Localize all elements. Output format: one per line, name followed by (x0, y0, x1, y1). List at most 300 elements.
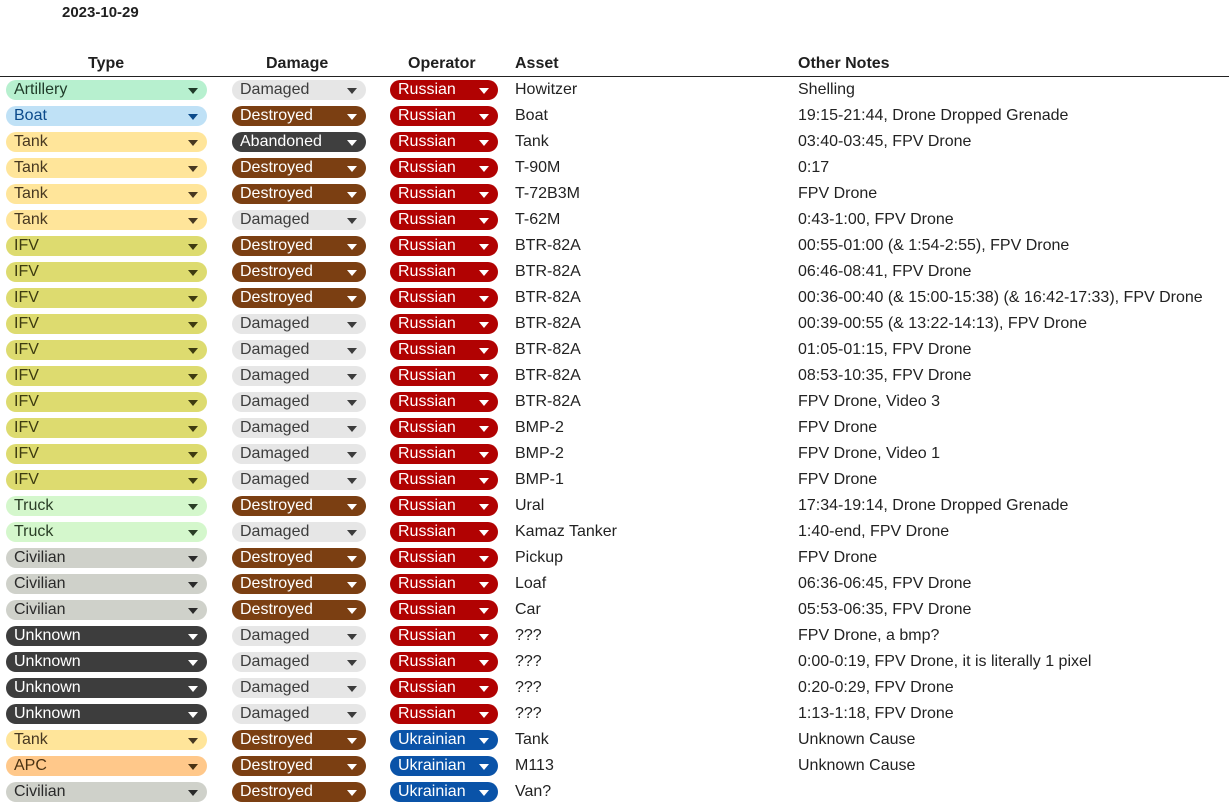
operator-dropdown[interactable] (390, 106, 498, 126)
dropdown-caret-icon (347, 296, 357, 302)
table-row (0, 363, 1229, 389)
dropdown-caret-icon (347, 738, 357, 744)
operator-dropdown[interactable] (390, 522, 498, 542)
damage-dropdown[interactable] (232, 158, 366, 178)
operator-dropdown-label: Russian (398, 627, 456, 644)
damage-dropdown[interactable] (232, 496, 366, 516)
dropdown-caret-icon (347, 478, 357, 484)
operator-dropdown-label: Ukrainian (398, 783, 466, 800)
notes-cell[interactable]: 1:13-1:18, FPV Drone (798, 705, 954, 722)
operator-dropdown[interactable] (390, 184, 498, 204)
asset-cell[interactable]: T-62M (515, 211, 561, 228)
asset-cell[interactable]: Car (515, 601, 541, 618)
operator-dropdown-label: Russian (398, 575, 456, 592)
operator-dropdown[interactable] (390, 444, 498, 464)
dropdown-caret-icon (479, 374, 489, 380)
damage-dropdown[interactable] (232, 522, 366, 542)
asset-cell[interactable]: T-90M (515, 159, 561, 176)
type-dropdown-label: Civilian (14, 575, 66, 592)
type-dropdown[interactable] (6, 314, 207, 334)
dropdown-caret-icon (479, 348, 489, 354)
column-header-asset[interactable]: Asset (515, 55, 559, 72)
notes-cell[interactable]: 00:55-01:00 (& 1:54-2:55), FPV Drone (798, 237, 1070, 254)
damage-dropdown-label: Damaged (240, 211, 310, 228)
operator-dropdown[interactable] (390, 756, 498, 776)
notes-cell[interactable]: 06:36-06:45, FPV Drone (798, 575, 972, 592)
damage-dropdown[interactable] (232, 704, 366, 724)
operator-dropdown-label: Russian (398, 263, 456, 280)
type-dropdown-label: Civilian (14, 783, 66, 800)
dropdown-caret-icon (479, 88, 489, 94)
notes-cell[interactable]: 08:53-10:35, FPV Drone (798, 367, 972, 384)
column-header-operator[interactable]: Operator (408, 55, 476, 72)
asset-cell[interactable]: BTR-82A (515, 315, 581, 332)
type-dropdown-label: IFV (14, 289, 39, 306)
table-row (0, 103, 1229, 129)
dropdown-caret-icon (347, 140, 357, 146)
asset-cell[interactable]: Boat (515, 107, 548, 124)
damage-dropdown[interactable] (232, 210, 366, 230)
type-dropdown-label: Civilian (14, 549, 66, 566)
type-dropdown-label: IFV (14, 471, 39, 488)
damage-dropdown[interactable] (232, 652, 366, 672)
dropdown-caret-icon (188, 530, 198, 536)
table-row (0, 597, 1229, 623)
asset-cell[interactable]: BMP-1 (515, 471, 564, 488)
dropdown-caret-icon (479, 634, 489, 640)
damage-dropdown-label: Destroyed (240, 185, 313, 202)
operator-dropdown-label: Russian (398, 341, 456, 358)
damage-dropdown-label: Destroyed (240, 731, 313, 748)
type-dropdown[interactable] (6, 132, 207, 152)
notes-cell[interactable]: 0:00-0:19, FPV Drone, it is literally 1 pixel (798, 653, 1092, 670)
asset-cell[interactable]: ??? (515, 653, 542, 670)
operator-dropdown[interactable] (390, 236, 498, 256)
dropdown-caret-icon (347, 634, 357, 640)
dropdown-caret-icon (479, 504, 489, 510)
type-dropdown[interactable] (6, 730, 207, 750)
dropdown-caret-icon (479, 582, 489, 588)
operator-dropdown[interactable] (390, 418, 498, 438)
notes-cell[interactable]: FPV Drone, Video 3 (798, 393, 941, 410)
notes-cell[interactable]: 00:36-00:40 (& 15:00-15:38) (& 16:42-17:33), FPV Drone (798, 289, 1203, 306)
dropdown-caret-icon (188, 712, 198, 718)
type-dropdown-label: Tank (14, 133, 48, 150)
type-dropdown-label: Truck (14, 497, 54, 514)
operator-dropdown[interactable] (390, 262, 498, 282)
damage-dropdown-label: Damaged (240, 367, 310, 384)
asset-cell[interactable]: Tank (515, 133, 549, 150)
dropdown-caret-icon (479, 218, 489, 224)
dropdown-caret-icon (188, 244, 198, 250)
type-dropdown-label: Artillery (14, 81, 68, 98)
table-row (0, 181, 1229, 207)
dropdown-caret-icon (347, 764, 357, 770)
notes-cell[interactable]: 0:43-1:00, FPV Drone (798, 211, 954, 228)
operator-dropdown[interactable] (390, 132, 498, 152)
asset-cell[interactable]: BTR-82A (515, 263, 581, 280)
asset-cell[interactable]: BTR-82A (515, 393, 581, 410)
type-dropdown[interactable] (6, 522, 207, 542)
notes-cell[interactable]: 0:17 (798, 159, 830, 176)
table-row (0, 285, 1229, 311)
damage-dropdown-label: Destroyed (240, 237, 313, 254)
operator-dropdown[interactable] (390, 366, 498, 386)
type-dropdown-label: Civilian (14, 601, 66, 618)
dropdown-caret-icon (347, 348, 357, 354)
damage-dropdown[interactable] (232, 548, 366, 568)
operator-dropdown[interactable] (390, 470, 498, 490)
table-row (0, 259, 1229, 285)
asset-cell[interactable]: BMP-2 (515, 419, 564, 436)
type-dropdown[interactable] (6, 756, 207, 776)
damage-dropdown[interactable] (232, 236, 366, 256)
dropdown-caret-icon (479, 478, 489, 484)
type-dropdown[interactable] (6, 652, 207, 672)
damage-dropdown-label: Destroyed (240, 497, 313, 514)
operator-dropdown-label: Russian (398, 133, 456, 150)
damage-dropdown[interactable] (232, 132, 366, 152)
operator-dropdown-label: Russian (398, 237, 456, 254)
damage-dropdown[interactable] (232, 756, 366, 776)
asset-cell[interactable]: Tank (515, 731, 549, 748)
type-dropdown[interactable] (6, 496, 207, 516)
operator-dropdown[interactable] (390, 574, 498, 594)
table-row (0, 675, 1229, 701)
dropdown-caret-icon (347, 192, 357, 198)
type-dropdown-label: Boat (14, 107, 47, 124)
damage-dropdown[interactable] (232, 470, 366, 490)
dropdown-caret-icon (479, 400, 489, 406)
asset-cell[interactable]: ??? (515, 705, 542, 722)
type-dropdown[interactable] (6, 470, 207, 490)
damage-dropdown-label: Damaged (240, 445, 310, 462)
notes-cell[interactable]: 1:40-end, FPV Drone (798, 523, 950, 540)
table-row (0, 207, 1229, 233)
dropdown-caret-icon (188, 764, 198, 770)
asset-cell[interactable]: Van? (515, 783, 552, 800)
asset-cell[interactable]: Kamaz Tanker (515, 523, 617, 540)
dropdown-caret-icon (188, 504, 198, 510)
notes-cell[interactable]: FPV Drone (798, 419, 878, 436)
dropdown-caret-icon (188, 452, 198, 458)
operator-dropdown-label: Russian (398, 419, 456, 436)
notes-cell[interactable]: 17:34-19:14, Drone Dropped Grenade (798, 497, 1069, 514)
type-dropdown[interactable] (6, 444, 207, 464)
asset-cell[interactable]: BTR-82A (515, 237, 581, 254)
type-dropdown[interactable] (6, 392, 207, 412)
type-dropdown[interactable] (6, 366, 207, 386)
type-dropdown[interactable] (6, 782, 207, 802)
asset-cell[interactable]: Loaf (515, 575, 547, 592)
dropdown-caret-icon (347, 660, 357, 666)
table-row (0, 545, 1229, 571)
dropdown-caret-icon (479, 452, 489, 458)
operator-dropdown-label: Russian (398, 679, 456, 696)
damage-dropdown-label: Destroyed (240, 575, 313, 592)
notes-cell[interactable]: FPV Drone, Video 1 (798, 445, 941, 462)
operator-dropdown[interactable] (390, 678, 498, 698)
dropdown-caret-icon (347, 426, 357, 432)
dropdown-caret-icon (479, 296, 489, 302)
dropdown-caret-icon (188, 218, 198, 224)
type-dropdown[interactable] (6, 626, 207, 646)
asset-cell[interactable]: BTR-82A (515, 367, 581, 384)
damage-dropdown-label: Damaged (240, 679, 310, 696)
operator-dropdown[interactable] (390, 704, 498, 724)
notes-cell[interactable]: Unknown Cause (798, 757, 916, 774)
type-dropdown-label: Truck (14, 523, 54, 540)
type-dropdown[interactable] (6, 340, 207, 360)
dropdown-caret-icon (188, 322, 198, 328)
damage-dropdown[interactable] (232, 262, 366, 282)
table-row (0, 337, 1229, 363)
operator-dropdown-label: Russian (398, 445, 456, 462)
type-dropdown[interactable] (6, 418, 207, 438)
type-dropdown[interactable] (6, 288, 207, 308)
damage-dropdown-label: Damaged (240, 471, 310, 488)
operator-dropdown-label: Russian (398, 601, 456, 618)
table-row (0, 441, 1229, 467)
damage-dropdown[interactable] (232, 418, 366, 438)
operator-dropdown-label: Russian (398, 315, 456, 332)
damage-dropdown-label: Damaged (240, 393, 310, 410)
type-dropdown[interactable] (6, 574, 207, 594)
notes-cell[interactable]: 19:15-21:44, Drone Dropped Grenade (798, 107, 1069, 124)
operator-dropdown[interactable] (390, 80, 498, 100)
dropdown-caret-icon (479, 686, 489, 692)
operator-dropdown[interactable] (390, 626, 498, 646)
dropdown-caret-icon (479, 322, 489, 328)
damage-dropdown[interactable] (232, 288, 366, 308)
operator-dropdown[interactable] (390, 158, 498, 178)
dropdown-caret-icon (347, 88, 357, 94)
dropdown-caret-icon (188, 686, 198, 692)
type-dropdown[interactable] (6, 80, 207, 100)
type-dropdown-label: IFV (14, 237, 39, 254)
dropdown-caret-icon (188, 140, 198, 146)
damage-dropdown[interactable] (232, 106, 366, 126)
damage-dropdown-label: Destroyed (240, 159, 313, 176)
damage-dropdown-label: Destroyed (240, 783, 313, 800)
dropdown-caret-icon (188, 348, 198, 354)
type-dropdown[interactable] (6, 106, 207, 126)
operator-dropdown[interactable] (390, 392, 498, 412)
notes-cell[interactable]: 06:46-08:41, FPV Drone (798, 263, 972, 280)
notes-cell[interactable]: Unknown Cause (798, 731, 916, 748)
dropdown-caret-icon (188, 634, 198, 640)
damage-dropdown[interactable] (232, 184, 366, 204)
type-dropdown-label: Unknown (14, 653, 81, 670)
type-dropdown[interactable] (6, 600, 207, 620)
type-dropdown[interactable] (6, 678, 207, 698)
operator-dropdown-label: Russian (398, 393, 456, 410)
dropdown-caret-icon (479, 426, 489, 432)
dropdown-caret-icon (188, 166, 198, 172)
operator-dropdown[interactable] (390, 730, 498, 750)
asset-cell[interactable]: ??? (515, 679, 542, 696)
damage-dropdown[interactable] (232, 678, 366, 698)
table-row (0, 389, 1229, 415)
dropdown-caret-icon (347, 114, 357, 120)
dropdown-caret-icon (188, 400, 198, 406)
damage-dropdown[interactable] (232, 80, 366, 100)
asset-cell[interactable]: BTR-82A (515, 341, 581, 358)
table-row (0, 701, 1229, 727)
asset-cell[interactable]: Ural (515, 497, 545, 514)
type-dropdown-label: Tank (14, 211, 48, 228)
operator-dropdown-label: Russian (398, 653, 456, 670)
table-row (0, 493, 1229, 519)
damage-dropdown[interactable] (232, 340, 366, 360)
operator-dropdown-label: Russian (398, 471, 456, 488)
dropdown-caret-icon (347, 556, 357, 562)
asset-cell[interactable]: M113 (515, 757, 554, 774)
type-dropdown-label: Unknown (14, 627, 81, 644)
asset-cell[interactable]: BTR-82A (515, 289, 581, 306)
type-dropdown-label: IFV (14, 315, 39, 332)
operator-dropdown[interactable] (390, 288, 498, 308)
type-dropdown-label: IFV (14, 419, 39, 436)
dropdown-caret-icon (188, 270, 198, 276)
asset-cell[interactable]: BMP-2 (515, 445, 564, 462)
damage-dropdown[interactable] (232, 730, 366, 750)
dropdown-caret-icon (347, 790, 357, 796)
asset-cell[interactable]: ??? (515, 627, 542, 644)
damage-dropdown[interactable] (232, 392, 366, 412)
table-row (0, 311, 1229, 337)
dropdown-caret-icon (479, 530, 489, 536)
damage-dropdown-label: Damaged (240, 341, 310, 358)
operator-dropdown-label: Russian (398, 81, 456, 98)
damage-dropdown-label: Destroyed (240, 263, 313, 280)
dropdown-caret-icon (188, 88, 198, 94)
dropdown-caret-icon (347, 374, 357, 380)
damage-dropdown-label: Damaged (240, 315, 310, 332)
damage-dropdown-label: Destroyed (240, 107, 313, 124)
dropdown-caret-icon (188, 738, 198, 744)
type-dropdown-label: IFV (14, 263, 39, 280)
operator-dropdown[interactable] (390, 496, 498, 516)
dropdown-caret-icon (479, 556, 489, 562)
dropdown-caret-icon (347, 608, 357, 614)
operator-dropdown[interactable] (390, 340, 498, 360)
column-header-notes[interactable]: Other Notes (798, 55, 890, 72)
type-dropdown[interactable] (6, 210, 207, 230)
damage-dropdown-label: Destroyed (240, 601, 313, 618)
damage-dropdown[interactable] (232, 600, 366, 620)
notes-cell[interactable]: 01:05-01:15, FPV Drone (798, 341, 972, 358)
dropdown-caret-icon (347, 218, 357, 224)
type-dropdown-label: IFV (14, 445, 39, 462)
table-row (0, 753, 1229, 779)
damage-dropdown[interactable] (232, 626, 366, 646)
dropdown-caret-icon (188, 660, 198, 666)
notes-cell[interactable]: FPV Drone (798, 185, 878, 202)
damage-dropdown-label: Destroyed (240, 549, 313, 566)
damage-dropdown-label: Damaged (240, 419, 310, 436)
dropdown-caret-icon (188, 374, 198, 380)
notes-cell[interactable]: FPV Drone (798, 549, 878, 566)
asset-cell[interactable]: T-72B3M (515, 185, 580, 202)
operator-dropdown[interactable] (390, 652, 498, 672)
type-dropdown[interactable] (6, 158, 207, 178)
type-dropdown[interactable] (6, 184, 207, 204)
notes-cell[interactable]: FPV Drone, a bmp? (798, 627, 940, 644)
type-dropdown-label: Unknown (14, 705, 81, 722)
column-header-type[interactable]: Type (88, 55, 125, 72)
operator-dropdown-label: Russian (398, 211, 456, 228)
type-dropdown[interactable] (6, 548, 207, 568)
notes-cell[interactable]: 05:53-06:35, FPV Drone (798, 601, 972, 618)
damage-dropdown[interactable] (232, 444, 366, 464)
table-row (0, 415, 1229, 441)
dropdown-caret-icon (347, 166, 357, 172)
operator-dropdown[interactable] (390, 314, 498, 334)
dropdown-caret-icon (479, 790, 489, 796)
asset-cell[interactable]: Howitzer (515, 81, 578, 98)
column-header-damage[interactable]: Damage (266, 55, 329, 72)
operator-dropdown-label: Ukrainian (398, 731, 466, 748)
type-dropdown[interactable] (6, 262, 207, 282)
notes-cell[interactable]: 0:20-0:29, FPV Drone (798, 679, 954, 696)
asset-cell[interactable]: Pickup (515, 549, 564, 566)
damage-dropdown[interactable] (232, 782, 366, 802)
dropdown-caret-icon (479, 712, 489, 718)
dropdown-caret-icon (188, 114, 198, 120)
notes-cell[interactable]: FPV Drone (798, 471, 878, 488)
table-row (0, 467, 1229, 493)
dropdown-caret-icon (479, 738, 489, 744)
damage-dropdown-label: Damaged (240, 523, 310, 540)
notes-cell[interactable]: Shelling (798, 81, 855, 98)
damage-dropdown-label: Destroyed (240, 757, 313, 774)
dropdown-caret-icon (188, 426, 198, 432)
dropdown-caret-icon (188, 192, 198, 198)
dropdown-caret-icon (188, 582, 198, 588)
dropdown-caret-icon (479, 140, 489, 146)
type-dropdown-label: IFV (14, 367, 39, 384)
damage-dropdown-label: Damaged (240, 653, 310, 670)
damage-dropdown-label: Damaged (240, 627, 310, 644)
sheet-date: 2023-10-29 (62, 4, 139, 21)
operator-dropdown[interactable] (390, 600, 498, 620)
dropdown-caret-icon (347, 400, 357, 406)
damage-dropdown[interactable] (232, 314, 366, 334)
notes-cell[interactable]: 00:39-00:55 (& 13:22-14:13), FPV Drone (798, 315, 1088, 332)
damage-dropdown-label: Damaged (240, 81, 310, 98)
dropdown-caret-icon (479, 764, 489, 770)
type-dropdown-label: APC (14, 757, 47, 774)
dropdown-caret-icon (479, 244, 489, 250)
dropdown-caret-icon (347, 452, 357, 458)
dropdown-caret-icon (479, 192, 489, 198)
operator-dropdown-label: Russian (398, 107, 456, 124)
dropdown-caret-icon (188, 478, 198, 484)
type-dropdown[interactable] (6, 704, 207, 724)
damage-dropdown[interactable] (232, 366, 366, 386)
operator-dropdown-label: Russian (398, 705, 456, 722)
operator-dropdown[interactable] (390, 210, 498, 230)
operator-dropdown[interactable] (390, 782, 498, 802)
notes-cell[interactable]: 03:40-03:45, FPV Drone (798, 133, 972, 150)
damage-dropdown[interactable] (232, 574, 366, 594)
damage-dropdown-label: Destroyed (240, 289, 313, 306)
type-dropdown[interactable] (6, 236, 207, 256)
operator-dropdown-label: Russian (398, 159, 456, 176)
operator-dropdown[interactable] (390, 548, 498, 568)
damage-dropdown-label: Abandoned (240, 133, 322, 150)
